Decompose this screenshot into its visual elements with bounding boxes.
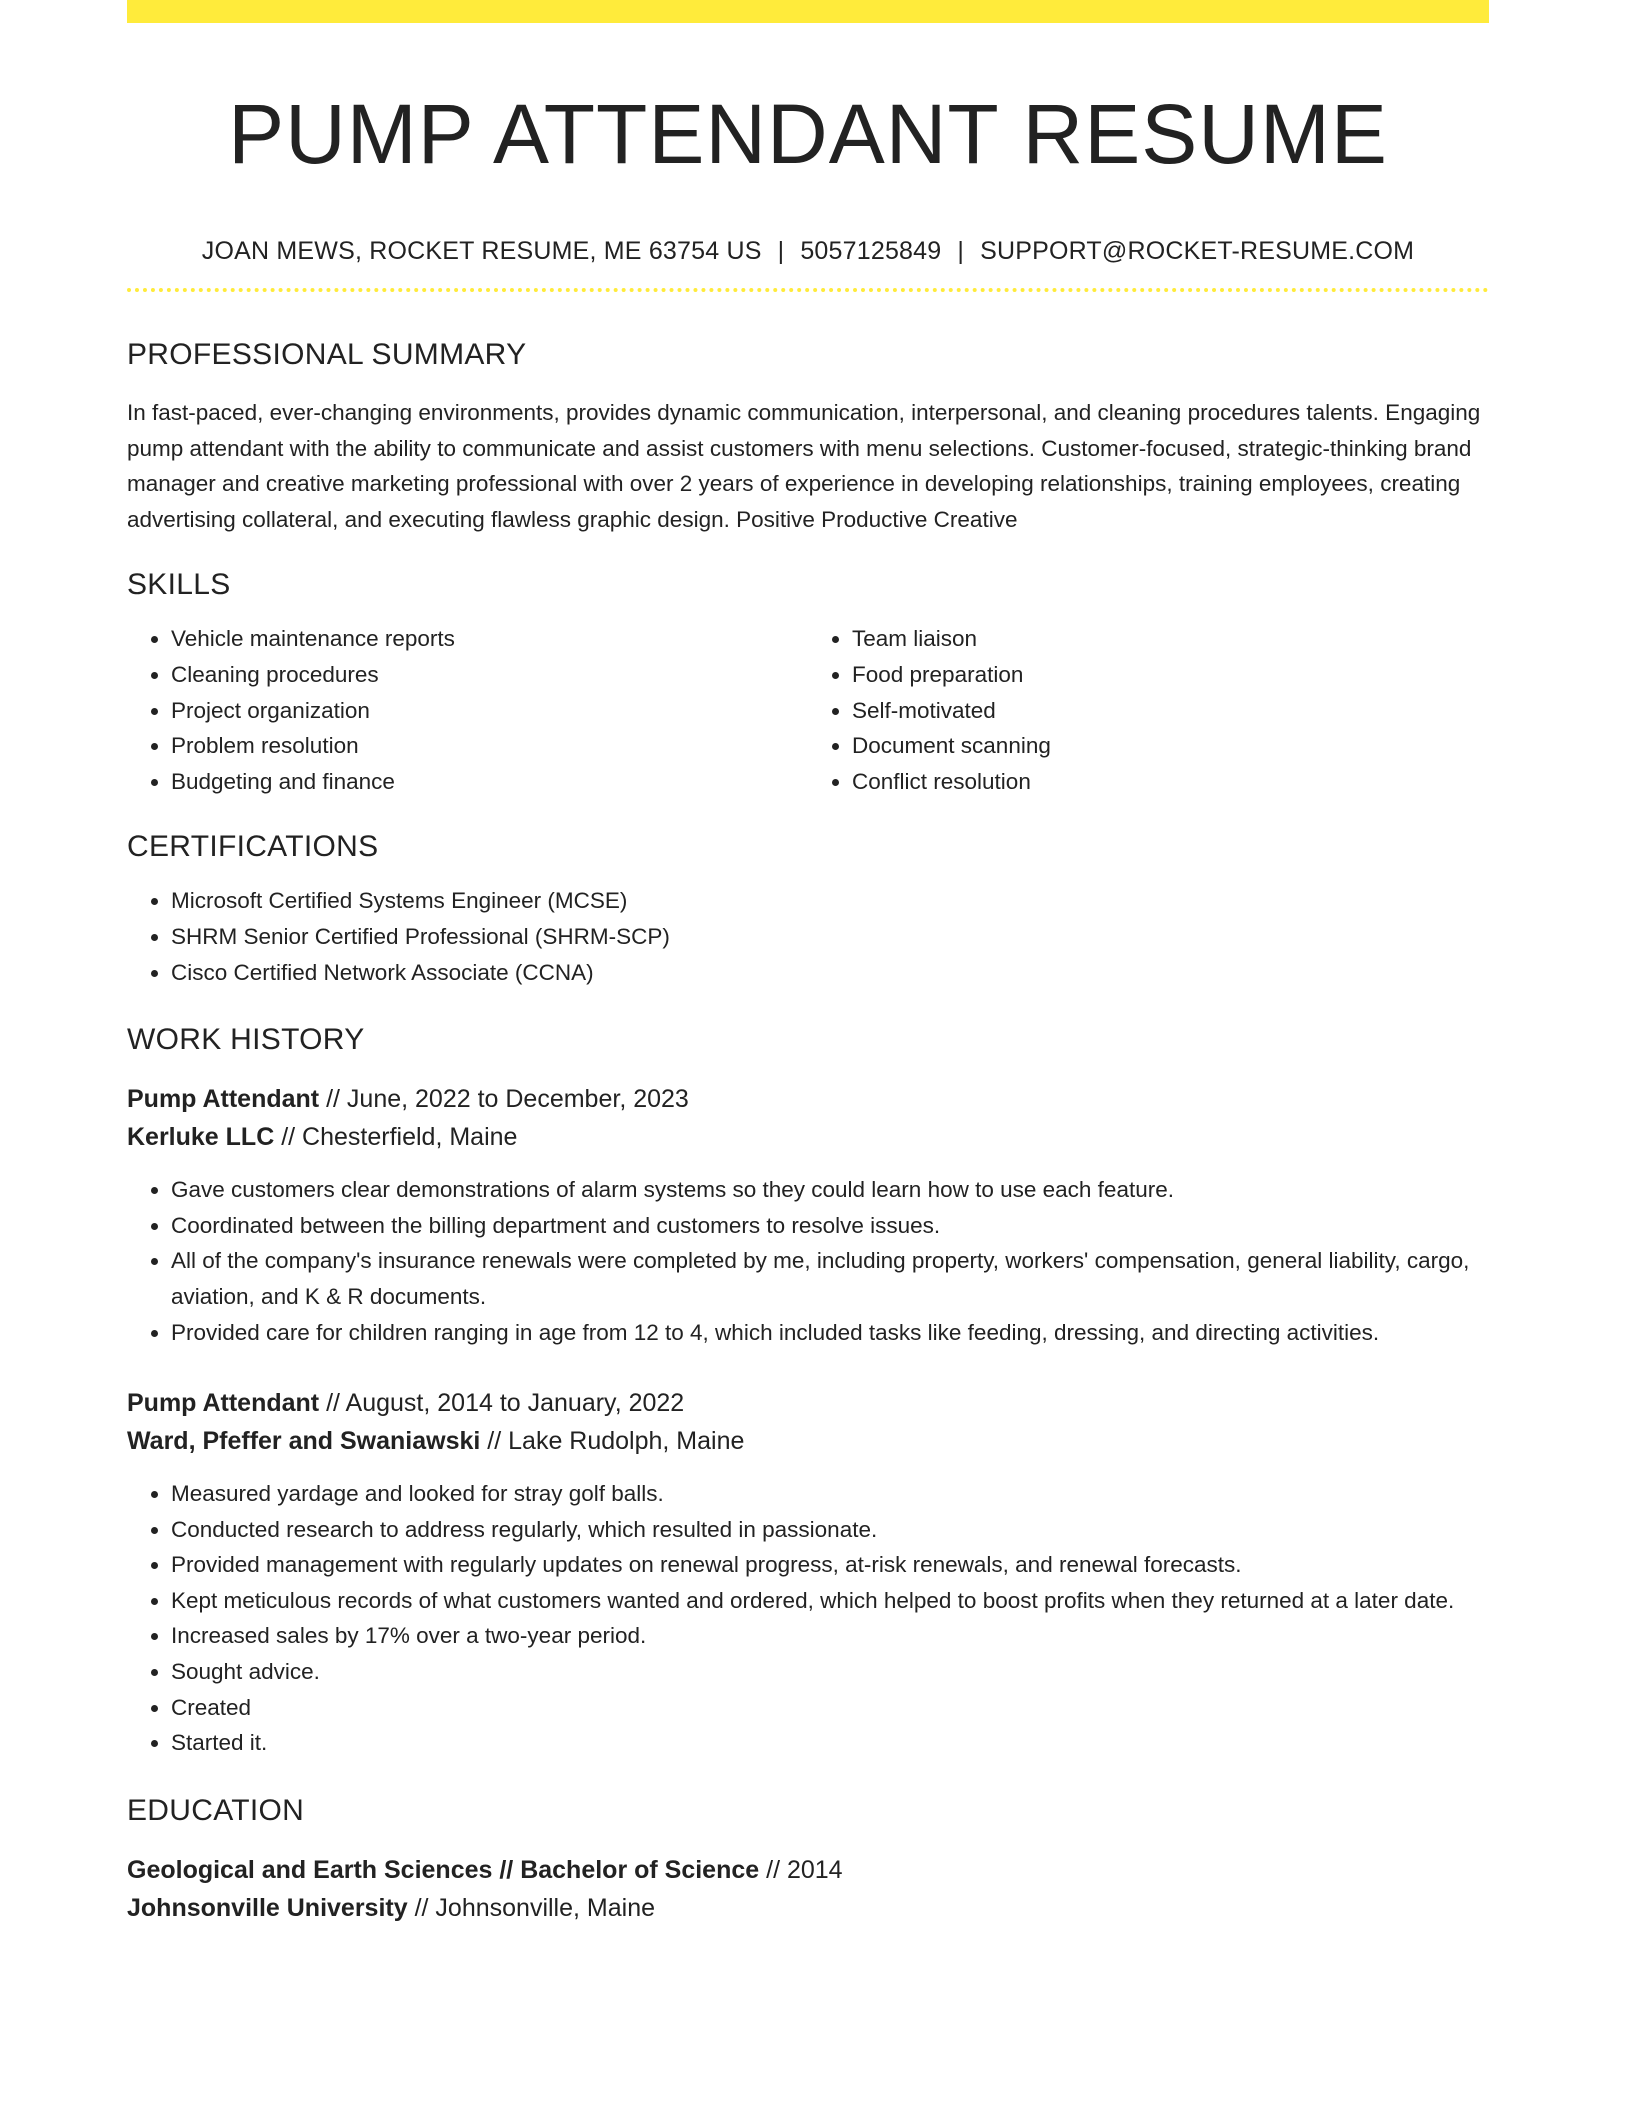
education-degree: Geological and Earth Sciences // Bachelor of Science xyxy=(127,1855,760,1884)
skill-item: • Self-motivated xyxy=(852,693,1489,729)
contact-email: SUPPORT@ROCKET-RESUME.COM xyxy=(980,237,1415,265)
skill-item: • Budgeting and finance xyxy=(171,764,808,800)
job-duty: • Created xyxy=(171,1690,1489,1726)
job-duty: • Measured yardage and looked for stray golf balls. xyxy=(171,1476,1489,1512)
certification-item: • Microsoft Certified Systems Engineer (MCSE) xyxy=(171,883,1489,919)
job-duty: • All of the company's insurance renewals were completed by me, including property, workers' compensation, general liability, cargo, aviation, and K & R documents. xyxy=(171,1243,1489,1314)
skill-item: • Team liaison xyxy=(852,621,1489,657)
resume-content xyxy=(127,23,1489,1927)
skill-item: • Conflict resolution xyxy=(852,764,1489,800)
job-duty: • Provided care for children ranging in age from 12 to 4, which included tasks like feeding, dressing, and directing activities. xyxy=(171,1315,1489,1351)
job-dates: // June, 2022 to December, 2023 xyxy=(326,1085,689,1114)
education-year: // 2014 xyxy=(766,1855,843,1884)
education-school: Johnsonville University xyxy=(127,1893,408,1922)
job-company: Ward, Pfeffer and Swaniawski xyxy=(127,1427,481,1456)
skill-item: • Vehicle maintenance reports xyxy=(171,621,808,657)
certification-item: • SHRM Senior Certified Professional (SHRM-SCP) xyxy=(171,919,1489,955)
job-title: Pump Attendant xyxy=(127,1389,320,1418)
job-duty: • Increased sales by 17% over a two-year period. xyxy=(171,1618,1489,1654)
skills-list-left xyxy=(127,621,808,799)
certifications-list xyxy=(127,883,1489,990)
contact-line xyxy=(127,234,1489,268)
job-title-line xyxy=(127,1080,1489,1118)
job-duties-list xyxy=(127,1172,1489,1350)
contact-separator: | xyxy=(777,237,785,265)
certification-item: • Cisco Certified Network Associate (CCNA) xyxy=(171,955,1489,991)
job-entry xyxy=(127,1384,1489,1761)
job-duties-list xyxy=(127,1476,1489,1761)
job-location: // Chesterfield, Maine xyxy=(281,1123,518,1152)
summary-text: In fast-paced, ever-changing environments, provides dynamic communication, interpersonal, and cleaning procedures talents. Engaging pump attendant with the ability to communicate and assist customers with menu selections. Customer-focused, strategic-thinking brand manager and creative marketing professional with over 2 years of experience in developing relationships, training employees, creating advertising collateral, and executing flawless graphic design. Positive Productive Creative xyxy=(127,400,1481,532)
summary-heading: PROFESSIONAL SUMMARY xyxy=(127,338,527,371)
job-company-line xyxy=(127,1118,1489,1156)
job-duty: • Started it. xyxy=(171,1725,1489,1761)
education-heading: EDUCATION xyxy=(127,1793,305,1827)
skills-columns xyxy=(127,605,1489,799)
skills-heading: SKILLS xyxy=(127,568,231,602)
education-school-line xyxy=(127,1889,1489,1927)
job-title: Pump Attendant xyxy=(127,1085,320,1114)
skill-item: • Problem resolution xyxy=(171,728,808,764)
work-history-heading: WORK HISTORY xyxy=(127,1023,365,1057)
job-company: Kerluke LLC xyxy=(127,1123,275,1152)
skill-item: • Document scanning xyxy=(852,728,1489,764)
job-duty: • Kept meticulous records of what customers wanted and ordered, which helped to boost profits when they returned at a later date. xyxy=(171,1583,1489,1619)
skill-item: • Food preparation xyxy=(852,657,1489,693)
resume-title: PUMP ATTENDANT RESUME xyxy=(228,87,1388,181)
job-duty: • Conducted research to address regularly, which resulted in passionate. xyxy=(171,1512,1489,1548)
skills-list-right xyxy=(808,621,1489,799)
contact-separator: | xyxy=(957,237,965,265)
job-duty: • Provided management with regularly updates on renewal progress, at-risk renewals, and renewal forecasts. xyxy=(171,1547,1489,1583)
job-dates: // August, 2014 to January, 2022 xyxy=(326,1389,685,1418)
contact-address: JOAN MEWS, ROCKET RESUME, ME 63754 US xyxy=(201,237,762,265)
top-accent-bar xyxy=(127,0,1489,23)
education-degree-line xyxy=(127,1851,1489,1889)
job-duty: • Sought advice. xyxy=(171,1654,1489,1690)
education-location: // Johnsonville, Maine xyxy=(414,1893,655,1922)
job-entry xyxy=(127,1080,1489,1350)
job-duty: • Coordinated between the billing department and customers to resolve issues. xyxy=(171,1208,1489,1244)
contact-phone: 5057125849 xyxy=(800,237,942,265)
skill-item: • Project organization xyxy=(171,693,808,729)
job-title-line xyxy=(127,1384,1489,1422)
dotted-divider xyxy=(127,288,1489,292)
education-entry xyxy=(127,1851,1489,1927)
job-duty: • Gave customers clear demonstrations of alarm systems so they could learn how to use each feature. xyxy=(171,1172,1489,1208)
skill-item: • Cleaning procedures xyxy=(171,657,808,693)
job-location: // Lake Rudolph, Maine xyxy=(487,1427,745,1456)
certifications-heading: CERTIFICATIONS xyxy=(127,830,379,864)
job-company-line xyxy=(127,1422,1489,1460)
